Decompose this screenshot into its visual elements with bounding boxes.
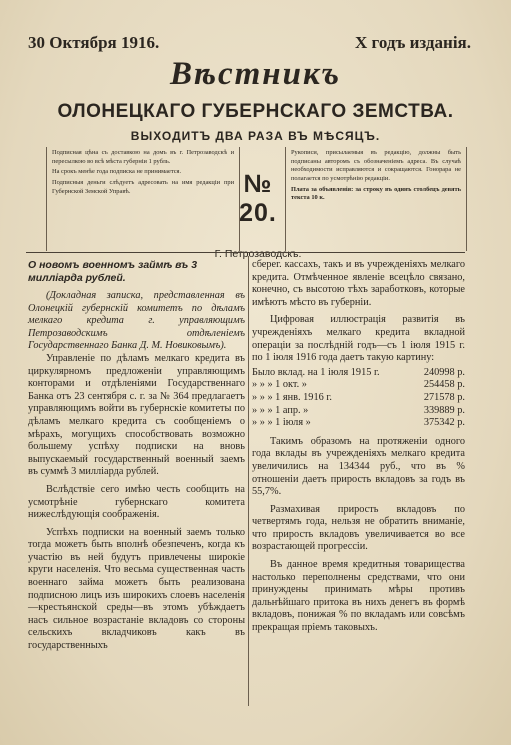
subscription-info-box: [46, 147, 240, 251]
manuscripts-note: Рукописи, присылаемыя въ редакцію, должны быть подписаны авторомъ съ обозначеніемъ адреса. Въ случаѣ необходимости исправляются и сокращаются. Гонорара не полагается по усмотрѣнію редакціи.: [291, 149, 461, 182]
stats-value: 254458 р.: [423, 379, 465, 391]
stats-row: [252, 405, 465, 418]
stats-value: 339889 р.: [423, 404, 465, 416]
header-divider: [26, 252, 465, 253]
publication-frequency: ВЫХОДИТЪ ДВА РАЗА ВЪ МѢСЯЦЪ.: [130, 129, 381, 143]
issue-number: № 20.: [239, 170, 277, 227]
publication-year: X годъ изданія.: [355, 33, 471, 52]
article-paragraph: Въ данное время кредитныя товарищества настолько переполнены средствами, что они принуждены принимать мѣры противъ дальнѣйшаго притока въ нихъ денегъ въ формѣ вкладовъ, понижая % по вкладамъ или совсѣмъ прекращая пріемъ таковыхъ.: [252, 559, 465, 634]
ad-rates-note: Плата за объявленія: за строку въ одинъ столбецъ девять текста 10 к.: [291, 185, 461, 202]
subscription-address: Подписныя деньги слѣдуетъ адресовать на имя редакціи при Губернской Земской Управѣ.: [52, 178, 234, 195]
stats-value: 375342 р.: [423, 417, 465, 429]
publication-city: Г. Петрозаводскъ.: [214, 248, 302, 260]
issue-date: 30 Октября 1916.: [28, 33, 160, 52]
stats-label: » » » 1 апр. »: [252, 404, 309, 416]
subscription-term: На срокъ менѣе года подписка не принимается.: [52, 168, 182, 176]
stats-label: Было вклад. на 1 іюля 1915 г.: [252, 366, 380, 378]
stats-label: » » » 1 окт. »: [252, 379, 307, 391]
masthead-subtitle: ОЛОНЕЦКАГО ГУБЕРНСКАГО ЗЕМСТВА.: [57, 101, 454, 122]
editorial-info-box: [285, 147, 467, 251]
stats-row: [252, 417, 465, 430]
article-paragraph: Размахивая прирость вкладовъ по четвертямъ года, нельзя не обратить вниманіе, что прирость вкладовъ увеличивается во все возрастающей прогрессіи.: [252, 503, 465, 553]
stats-row: [252, 392, 465, 405]
article-paragraph: Вслѣдствіе сего имѣю честь сообщить на усмотрѣніе губернскаго комитета нижеслѣдующія соображенія.: [28, 483, 245, 521]
stats-value: 271578 р.: [423, 391, 465, 403]
stats-label: » » » 1 янв. 1916 г.: [252, 391, 332, 403]
article-column-left: [28, 259, 245, 653]
article-paragraph: Такимъ образомъ на протяженіи одного года вклады въ учрежденіяхъ мелкаго кредита увеличились на 134344 руб., что въ % отношеніи даетъ прирость вкладовъ за годъ въ 55,7%.: [252, 435, 465, 498]
stats-row: [252, 367, 465, 380]
deposit-stats-table: [252, 367, 465, 430]
article-column-right: [252, 259, 465, 635]
article-paragraph: Цифровая иллюстрація развитія въ учрежденіяхъ мелкаго кредита вкладной операціи за послѣдній годъ—съ 1 іюля 1915 г. по 1 іюля 1916 года даетъ такую картину:: [252, 314, 465, 364]
issue-number-block: [214, 170, 302, 260]
column-divider: [248, 256, 249, 706]
article-paragraph: сберег. кассахъ, такъ и въ учрежденіяхъ мелкаго кредита. Отмѣченное явленіе всецѣло связано, конечно, съ высотою тѣхъ заработковъ, которые имѣютъ мѣсто въ губерніи.: [252, 259, 465, 308]
masthead-title: Вѣстникъ: [169, 56, 342, 92]
article-title: О новомъ военномъ займѣ въ 3 милліарда рублей.: [28, 259, 198, 284]
article-paragraph: Управленіе по дѣламъ мелкаго кредита въ циркулярномъ предложеніи управляющимъ конторами и отдѣленіями Государственнаго Банка отъ 23 сентября с. г. за № 364 предлагаетъ управляющимъ войти въ губернскіе комитеты по дѣламъ мелкаго кредита съ сообщеніемъ о мѣрахъ, могущихъ способствовать возможно большему успѣху подписки на вновь выпускаемый государственный военный заемъ въ суммѣ 3 милліарда рублей.: [28, 352, 245, 478]
stats-value: 240998 р.: [423, 366, 465, 378]
stats-label: » » » 1 іюля »: [252, 417, 311, 429]
subscription-price: Подписная цѣна съ доставкою на домъ въ г. Петрозаводскѣ и пересылкою во всѣ мѣста губерніи 1 рубль.: [52, 149, 234, 165]
article-paragraph: Успѣхъ подписки на военный заемъ только тогда можетъ быть вполнѣ обезпеченъ, когда къ участію въ ней будутъ привлечены широкіе круги населенія. Что весьма существенная часть военнаго займа можетъ быть реализована подписною лицъ изъ широкихъ слоевъ населенія—крестьянской среды—въ этомъ убѣждаетъ насъ сильное возрастаніе вкладовъ со стороны сельскихъ вкладчиковъ какъ въ государственныхъ: [28, 526, 245, 652]
header-line: [28, 33, 471, 53]
stats-row: [252, 379, 465, 392]
article-note: (Докладная записка, представленная въ Олонецкій губернскій комитетъ по дѣламъ мелкаго кредита г. управляющимъ Петрозаводскимъ отдѣленіемъ Государственнаго Банка Д. М. Новиковымъ).: [28, 290, 245, 352]
